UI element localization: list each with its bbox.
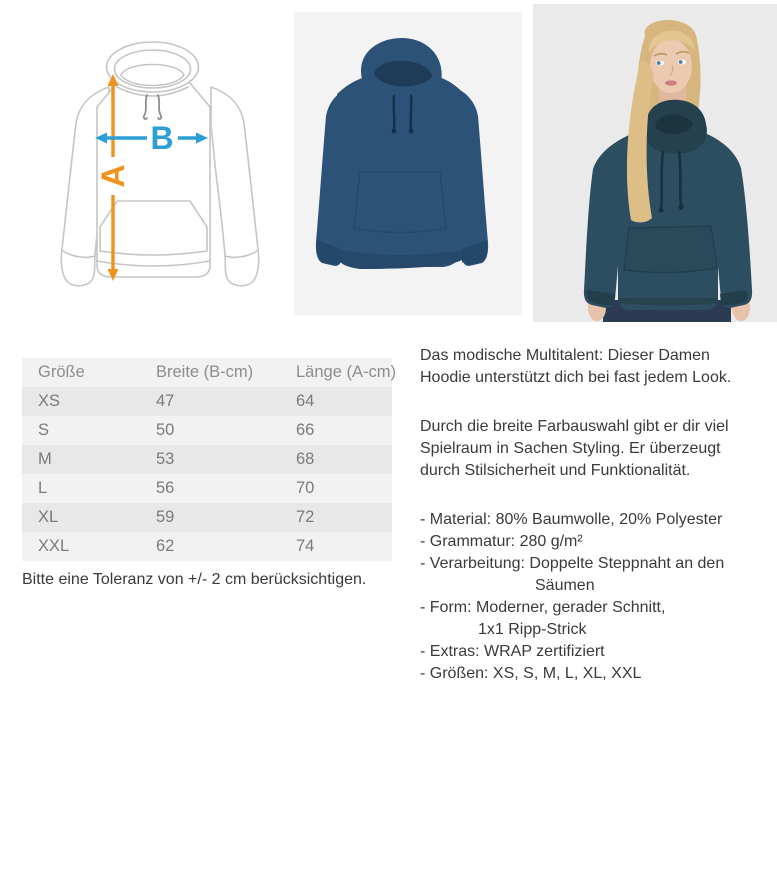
description-styling-paragraph (420, 416, 777, 482)
cell-size: S (38, 421, 50, 439)
table-row-s (22, 416, 392, 445)
cell-size: L (38, 479, 48, 497)
header-cell-laenge: Länge (A-cm) (296, 363, 396, 381)
flat-body (337, 75, 464, 267)
spec-line-groessen: - Größen: XS, S, M, L, XL, XXL (420, 665, 642, 682)
width-label: B (150, 120, 174, 156)
spec-line-grammatur: - Grammatur: 280 g/m² (420, 533, 583, 550)
tolerance-note: Bitte eine Toleranz von +/- 2 cm berücksichtigen. (22, 571, 367, 588)
cell-breite: 50 (156, 421, 175, 439)
description-line: Durch die breite Farbauswahl gibt er dir viel (420, 418, 729, 435)
size-table (22, 358, 396, 561)
flat-hoodie-illustration (294, 12, 522, 315)
description-intro-paragraph (420, 345, 777, 389)
cell-size: XXL (38, 537, 70, 555)
cell-laenge: 64 (296, 392, 315, 410)
length-label: A (95, 164, 131, 188)
cell-breite: 56 (156, 479, 175, 497)
spec-line-verarbeitung-cont: Säumen (535, 577, 595, 594)
hoodie-line-drawing (55, 25, 265, 310)
cell-size: M (38, 450, 52, 468)
model-photo[interactable] (533, 4, 777, 322)
diagram-hood-opening (121, 65, 184, 86)
spec-line-form: - Form: Moderner, gerader Schnitt, (420, 599, 666, 616)
cell-size: XS (38, 392, 61, 410)
model-illustration (533, 4, 777, 322)
cell-breite: 47 (156, 392, 175, 410)
cell-breite: 62 (156, 537, 175, 555)
header-cell-breite: Breite (B-cm) (156, 363, 254, 381)
spec-line-form-cont: 1x1 Ripp-Strick (478, 621, 587, 638)
product-description (420, 345, 777, 685)
description-line: durch Stilsicherheit und Funktionalität. (420, 462, 691, 479)
table-row-l (22, 474, 392, 503)
size-diagram-image[interactable] (55, 25, 265, 310)
description-line: Hoodie unterstützt dich bei fast jedem Look. (420, 369, 732, 386)
description-line: Spielraum in Sachen Styling. Er überzeugt (420, 440, 721, 457)
cell-breite: 53 (156, 450, 175, 468)
cell-laenge: 66 (296, 421, 315, 439)
flat-hoodie-photo[interactable] (294, 12, 522, 315)
model-pocket (624, 226, 717, 273)
cell-laenge: 68 (296, 450, 315, 468)
cell-laenge: 70 (296, 479, 315, 497)
table-row-xs (22, 387, 392, 416)
table-row-m (22, 445, 392, 474)
table-row-xxl (22, 532, 392, 561)
header-cell-groesse: Größe (38, 363, 85, 381)
description-spec-list (420, 509, 777, 685)
table-row-xl (22, 503, 392, 532)
cell-laenge: 72 (296, 508, 315, 526)
spec-line-extras: - Extras: WRAP zertifiziert (420, 643, 605, 660)
description-line: Das modische Multitalent: Dieser Damen (420, 347, 710, 364)
cell-breite: 59 (156, 508, 175, 526)
cell-size: XL (38, 508, 59, 526)
cell-laenge: 74 (296, 537, 315, 555)
spec-line-verarbeitung: - Verarbeitung: Doppelte Steppnaht an den (420, 555, 725, 572)
diagram-pocket (100, 201, 207, 255)
diagram-right-sleeve (211, 87, 259, 286)
model-hoodie-body (584, 128, 752, 310)
size-table-header (22, 358, 396, 387)
spec-line-material: - Material: 80% Baumwolle, 20% Polyester (420, 511, 723, 528)
